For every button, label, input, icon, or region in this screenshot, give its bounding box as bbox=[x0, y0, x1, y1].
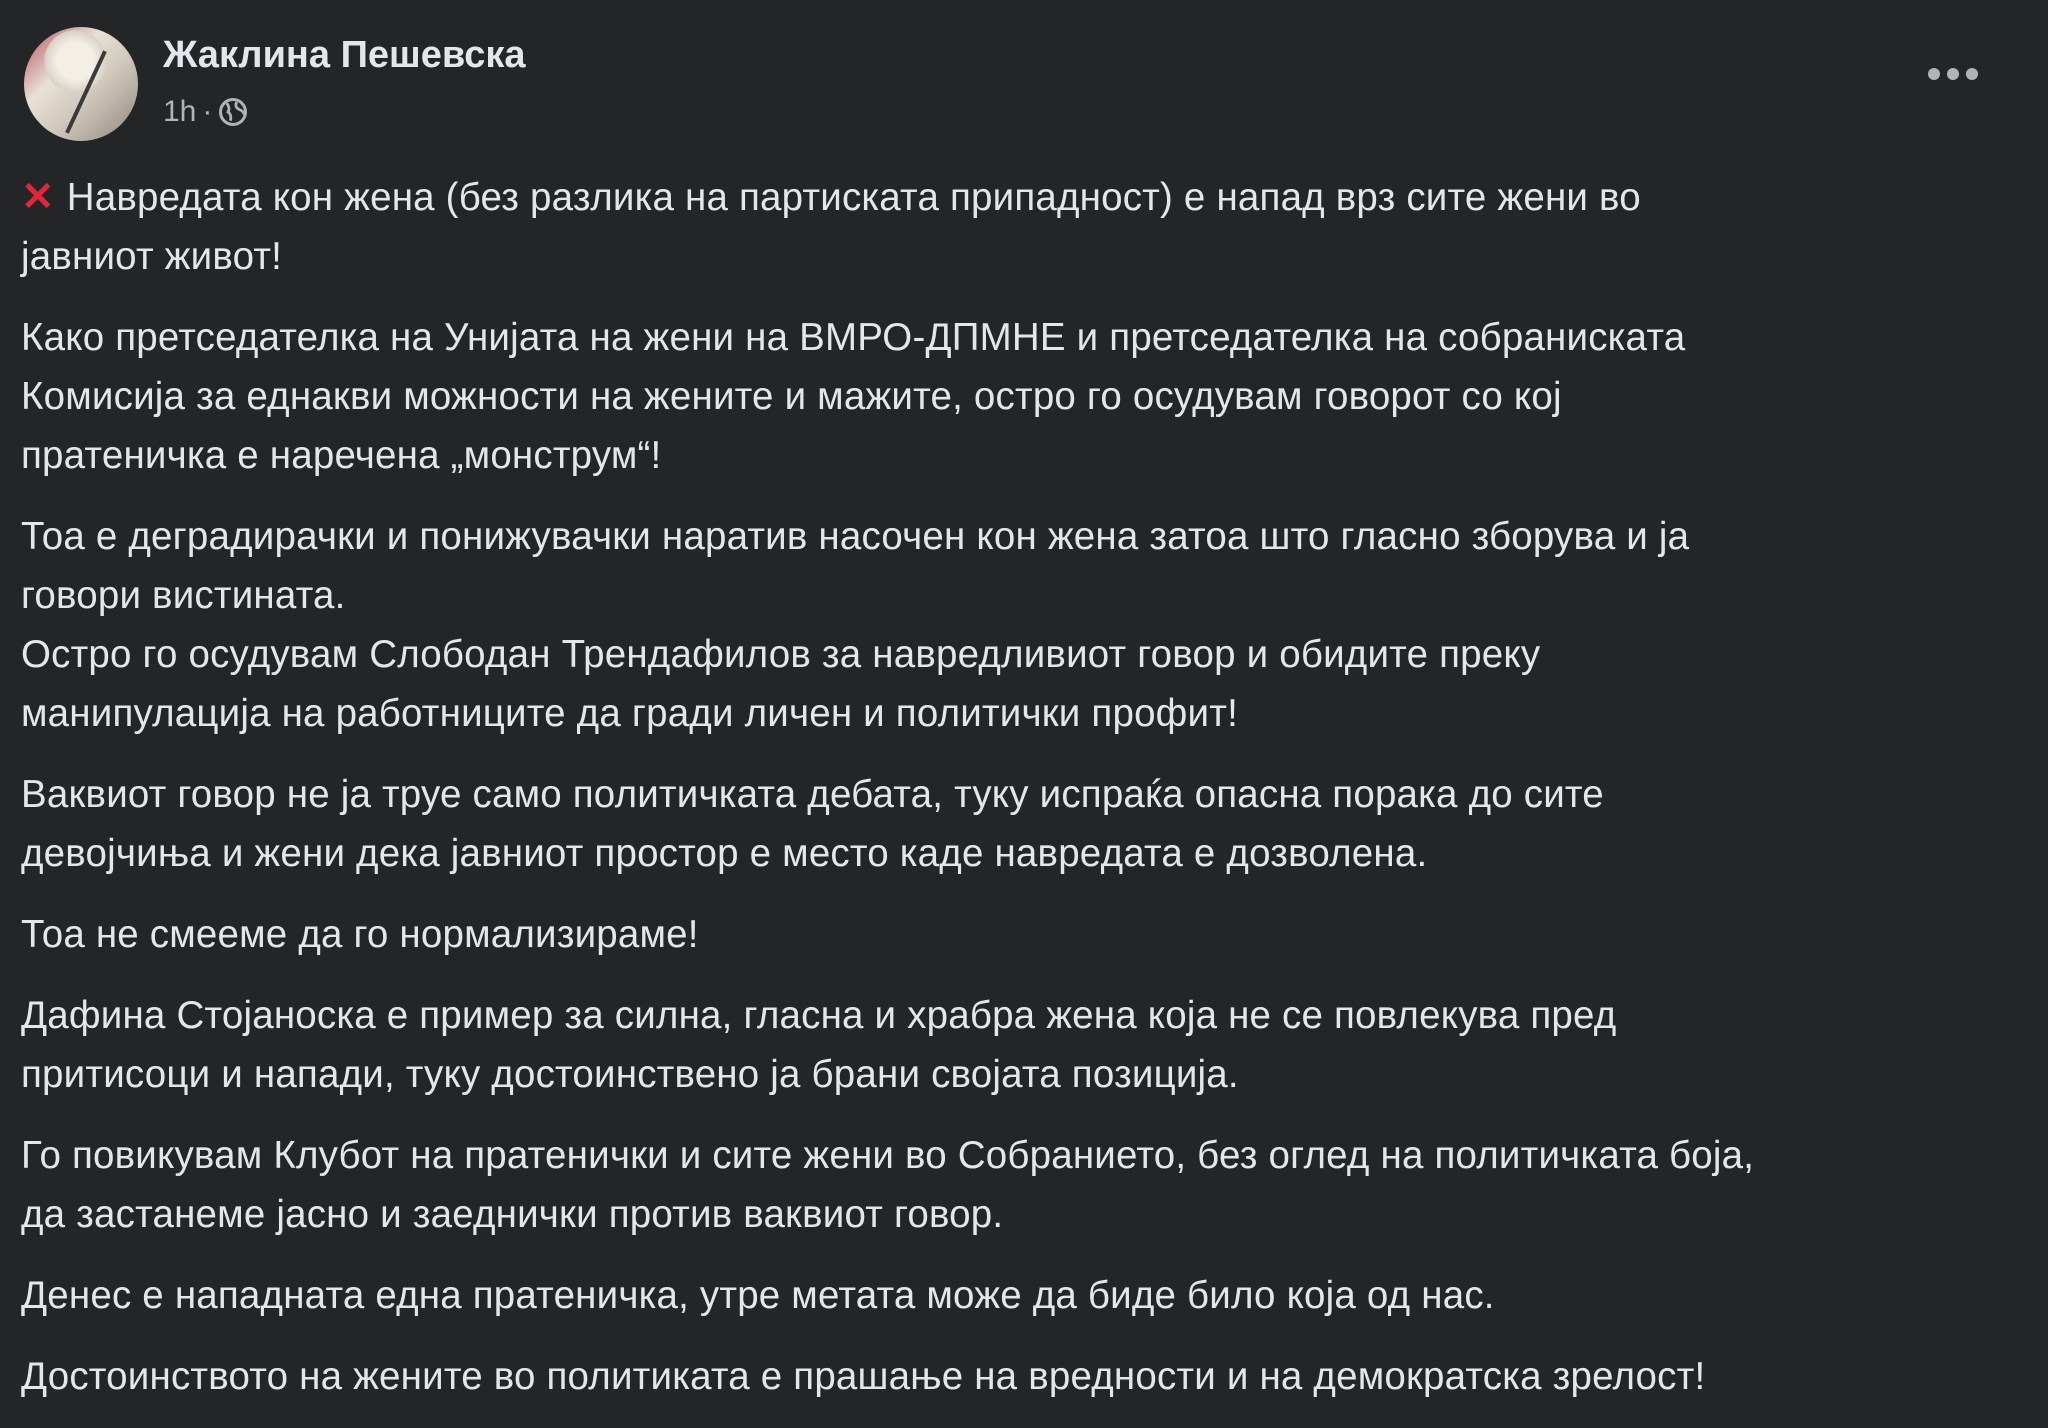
text-line bbox=[21, 227, 2021, 286]
text-line-content: јавниот живот! bbox=[21, 235, 283, 278]
post-paragraph bbox=[21, 308, 2021, 485]
post-paragraph bbox=[21, 986, 2021, 1104]
text-line-content: да застанеме јасно и заеднички против ваквиот говор. bbox=[21, 1193, 1004, 1236]
text-line-content: говори вистината. bbox=[21, 574, 346, 617]
text-line-content: Го повикувам Клубот на пратенички и сите жени во Собранието, без оглед на политичката боја, bbox=[21, 1134, 1755, 1177]
text-line bbox=[21, 367, 2021, 426]
author-avatar[interactable] bbox=[24, 27, 138, 141]
text-line bbox=[21, 426, 2021, 485]
text-line bbox=[21, 1347, 2021, 1406]
post-paragraph bbox=[21, 168, 2021, 286]
text-line bbox=[21, 625, 2021, 684]
text-line-content: Како претседателка на Унијата на жени на ВМРО-ДПМНЕ и претседателка на собраниската bbox=[21, 316, 1686, 359]
text-line-content: Комисија за еднакви можности на жените и мажите, остро го осудувам говорот со кој bbox=[21, 375, 1562, 418]
author-name[interactable]: Жаклина Пешевска bbox=[163, 34, 526, 76]
post-paragraph bbox=[21, 905, 2021, 964]
text-line bbox=[21, 1266, 2021, 1325]
text-line bbox=[21, 308, 2021, 367]
text-line-content: Дафина Стојаноска е пример за силна, гласна и храбра жена која не се повлекува пред bbox=[21, 994, 1617, 1037]
text-line-content: манипулација на работниците да гради личен и политички профит! bbox=[21, 692, 1238, 735]
text-line bbox=[21, 1185, 2021, 1244]
post-meta bbox=[163, 95, 248, 129]
text-line-content: Денес е нападната една пратеничка, утре метата може да биде било која од нас. bbox=[21, 1274, 1495, 1317]
avatar-photo-detail bbox=[65, 50, 107, 133]
text-line bbox=[21, 168, 2021, 227]
post-time[interactable]: 1h bbox=[163, 95, 197, 128]
text-line bbox=[21, 905, 2021, 964]
text-line bbox=[21, 507, 2021, 566]
text-line bbox=[21, 986, 2021, 1045]
text-line-content: Ваквиот говор не ја труе само политичката дебата, туку испраќа опасна порака до сите bbox=[21, 773, 1604, 816]
text-line-content: Навредата кон жена (без разлика на партиската припадност) е напад врз сите жени во bbox=[66, 176, 1641, 219]
text-line bbox=[21, 1126, 2021, 1185]
text-line-content: девојчиња и жени дека јавниот простор е место каде навредата е дозволена. bbox=[21, 832, 1428, 875]
globe-icon[interactable] bbox=[218, 97, 248, 127]
text-line-content: Тоа е деградирачки и понижувачки наратив насочен кон жена затоа што гласно зборува и ја bbox=[21, 515, 1690, 558]
text-line-content: Тоа не смееме да го нормализираме! bbox=[21, 913, 699, 956]
text-line bbox=[21, 765, 2021, 824]
text-line bbox=[21, 824, 2021, 883]
post-paragraph bbox=[21, 1266, 2021, 1325]
post-paragraph bbox=[21, 765, 2021, 883]
dot bbox=[1947, 68, 1959, 80]
post-paragraph bbox=[21, 507, 2021, 743]
more-horizontal-icon bbox=[1928, 68, 1940, 80]
text-line-content: пратеничка е наречена „монструм“! bbox=[21, 434, 662, 477]
meta-separator: · bbox=[202, 95, 213, 128]
text-line-content: притисоци и напади, туку достоинствено ја брани својата позиција. bbox=[21, 1053, 1239, 1096]
text-line bbox=[21, 566, 2021, 625]
post-text bbox=[21, 168, 2021, 1428]
text-line-content: Остро го осудувам Слободан Трендафилов за навредливиот говор и обидите преку bbox=[21, 633, 1541, 676]
text-line-content: Достоинството на жените во политиката е прашање на вредности и на демократска зрелост! bbox=[21, 1355, 1706, 1398]
post-paragraph bbox=[21, 1347, 2021, 1406]
dot bbox=[1966, 68, 1978, 80]
more-options-button[interactable] bbox=[1928, 68, 1978, 80]
text-line bbox=[21, 684, 2021, 743]
post-paragraph bbox=[21, 1126, 2021, 1244]
cross-mark-icon: ✕ bbox=[21, 175, 55, 219]
text-line bbox=[21, 1045, 2021, 1104]
